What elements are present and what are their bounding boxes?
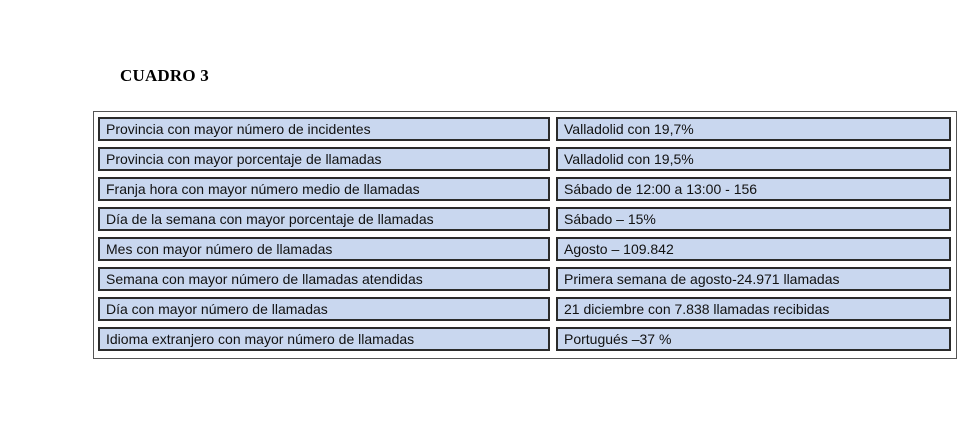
row-label: Semana con mayor número de llamadas atendidas [98, 267, 550, 291]
table-title: CUADRO 3 [120, 66, 209, 85]
row-value: 21 diciembre con 7.838 llamadas recibidas [556, 297, 951, 321]
row-value: Agosto – 109.842 [556, 237, 951, 261]
row-value: Sábado – 15% [556, 207, 951, 231]
row-label: Día de la semana con mayor porcentaje de llamadas [98, 207, 550, 231]
row-value: Valladolid con 19,7% [556, 117, 951, 141]
row-label: Mes con mayor número de llamadas [98, 237, 550, 261]
row-label: Provincia con mayor porcentaje de llamadas [98, 147, 550, 171]
statistics-table [93, 111, 957, 359]
row-label: Idioma extranjero con mayor número de llamadas [98, 327, 550, 351]
row-label: Provincia con mayor número de incidentes [98, 117, 550, 141]
row-label: Franja hora con mayor número medio de llamadas [98, 177, 550, 201]
row-value: Primera semana de agosto-24.971 llamadas [556, 267, 951, 291]
row-value: Portugués –37 % [556, 327, 951, 351]
row-label: Día con mayor número de llamadas [98, 297, 550, 321]
row-value: Sábado de 12:00 a 13:00 - 156 [556, 177, 951, 201]
row-value: Valladolid con 19,5% [556, 147, 951, 171]
